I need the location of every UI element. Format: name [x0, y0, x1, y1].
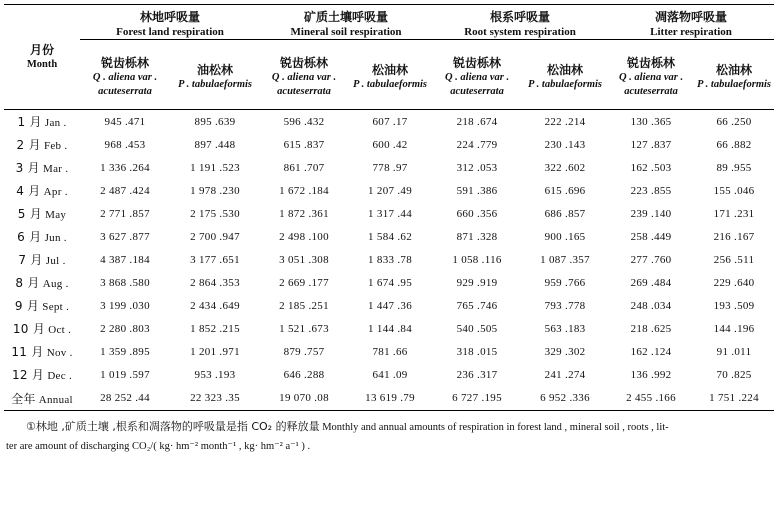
month-zh: 12 月	[11, 368, 45, 382]
value-cell: 897 .448	[194, 138, 236, 151]
value-cell: 1 852 .215	[190, 322, 240, 335]
species-subheader-zh: 松油林	[372, 62, 409, 77]
value-cell: 3 627 .877	[100, 230, 150, 243]
value-cell: 318 .015	[456, 345, 498, 358]
group-header-en: Root system respiration	[464, 26, 576, 38]
value-cell: 3 177 .651	[190, 253, 240, 266]
value-cell: 1 672 .184	[279, 184, 329, 197]
month-cell	[4, 386, 80, 411]
species-subheader-zh: 松油林	[716, 62, 753, 77]
footnote-zh: ①林地 ,矿质土壤 ,根系和凋落物的呼吸量是指 CO₂ 的释放量	[26, 420, 320, 433]
value-cell: 686 .857	[544, 207, 586, 220]
species-subheader-zh: 松油林	[547, 62, 584, 77]
species-subheader	[694, 45, 774, 110]
species-subheader	[170, 45, 260, 110]
value-cell: 591 .386	[456, 184, 498, 197]
table-row	[4, 271, 774, 294]
species-subheader	[80, 45, 170, 110]
species-subheader	[260, 45, 348, 110]
value-cell: 615 .837	[283, 138, 325, 151]
month-en: Dec .	[47, 370, 73, 382]
value-cell: 1 447 .36	[368, 299, 412, 312]
table-row	[4, 133, 774, 156]
value-cell: 269 .484	[630, 276, 672, 289]
value-cell: 1 521 .673	[279, 322, 329, 335]
value-cell: 1 751 .224	[709, 392, 759, 404]
species-subheader-zh: 锐齿栎林	[280, 55, 329, 70]
value-cell: 277 .760	[630, 253, 672, 266]
footnote	[4, 417, 774, 456]
value-cell: 660 .356	[456, 207, 498, 220]
month-en: Jul .	[45, 255, 66, 267]
species-subheader-latin-variety: acuteserrata	[98, 85, 152, 97]
month-zh: 10 月	[12, 322, 46, 336]
species-subheader-latin: Q . aliena var .	[92, 71, 158, 83]
value-cell: 1 359 .895	[100, 345, 150, 358]
month-zh: 3 月	[15, 161, 40, 175]
value-cell: 2 669 .177	[279, 276, 329, 289]
value-cell: 895 .639	[194, 115, 236, 128]
month-cell	[4, 202, 80, 225]
species-subheader-latin: P . tabulaeformis	[528, 78, 603, 90]
month-en: Feb .	[43, 140, 68, 152]
value-cell: 19 070 .08	[279, 392, 329, 404]
value-cell: 793 .778	[544, 299, 586, 312]
value-cell: 2 434 .649	[190, 299, 240, 312]
value-cell: 136 .992	[630, 368, 672, 381]
species-subheader-latin: P . tabulaeformis	[697, 78, 772, 90]
value-cell: 1 191 .523	[190, 161, 240, 174]
value-cell: 322 .602	[544, 161, 586, 174]
month-cell	[4, 363, 80, 386]
month-cell	[4, 271, 80, 294]
species-subheader	[432, 45, 522, 110]
month-en: Annual	[38, 393, 73, 406]
value-cell: 4 387 .184	[100, 253, 150, 266]
month-header	[4, 5, 80, 110]
value-cell: 22 323 .35	[190, 392, 240, 404]
month-cell	[4, 340, 80, 363]
value-cell: 1 058 .116	[452, 253, 502, 266]
species-subheader-zh: 油松林	[197, 62, 234, 77]
month-en: Sept .	[42, 301, 70, 313]
species-subheader-latin: P . tabulaeformis	[353, 78, 428, 90]
species-subheader-latin: Q . aliena var .	[271, 71, 337, 83]
table-row	[4, 363, 774, 386]
month-en: Apr .	[43, 186, 68, 198]
value-cell: 256 .511	[713, 253, 755, 266]
value-cell: 66 .882	[716, 138, 752, 151]
group-header-zh: 林地呼吸量	[140, 10, 201, 24]
value-cell: 563 .183	[544, 322, 586, 335]
month-cell	[4, 110, 80, 134]
value-cell: 6 727 .195	[452, 392, 502, 404]
value-cell: 871 .328	[456, 230, 498, 243]
value-cell: 1 019 .597	[100, 368, 150, 381]
month-cell	[4, 248, 80, 271]
group-header-root	[432, 5, 608, 46]
table-row	[4, 179, 774, 202]
month-zh: 6 月	[17, 230, 42, 244]
value-cell: 66 .250	[716, 115, 752, 128]
value-cell: 540 .505	[456, 322, 498, 335]
value-cell: 945 .471	[104, 115, 146, 128]
species-subheader	[608, 45, 694, 110]
group-header-en: Mineral soil respiration	[290, 26, 402, 38]
group-header-litter	[608, 5, 774, 46]
value-cell: 900 .165	[544, 230, 586, 243]
month-zh: 8 月	[15, 276, 40, 290]
value-cell: 861 .707	[283, 161, 325, 174]
value-cell: 229 .640	[713, 276, 755, 289]
month-cell	[4, 156, 80, 179]
group-header-en: Forest land respiration	[116, 26, 224, 38]
value-cell: 2 487 .424	[100, 184, 150, 197]
value-cell: 596 .432	[283, 115, 325, 128]
value-cell: 968 .453	[104, 138, 146, 151]
month-zh: 7 月	[18, 253, 43, 267]
group-header-zh: 根系呼吸量	[490, 10, 551, 24]
value-cell: 312 .053	[456, 161, 498, 174]
species-subheader-latin: Q . aliena var .	[444, 71, 510, 83]
species-subheader-zh: 锐齿栎林	[627, 55, 676, 70]
subheader-row	[4, 45, 774, 110]
species-subheader-latin-variety: acuteserrata	[277, 85, 331, 97]
value-cell: 28 252 .44	[100, 392, 150, 404]
value-cell: 162 .124	[630, 345, 672, 358]
value-cell: 248 .034	[630, 299, 672, 312]
table-row	[4, 225, 774, 248]
value-cell: 2 175 .530	[190, 207, 240, 220]
value-cell: 2 185 .251	[279, 299, 329, 312]
value-cell: 1 317 .44	[368, 207, 412, 220]
value-cell: 929 .919	[456, 276, 498, 289]
value-cell: 218 .625	[630, 322, 672, 335]
table-row	[4, 248, 774, 271]
value-cell: 1 087 .357	[540, 253, 590, 266]
month-cell	[4, 179, 80, 202]
month-cell	[4, 133, 80, 156]
table-row	[4, 317, 774, 340]
month-zh: 11 月	[11, 345, 44, 359]
value-cell: 329 .302	[544, 345, 586, 358]
value-cell: 1 674 .95	[368, 276, 412, 289]
value-cell: 646 .288	[283, 368, 325, 381]
value-cell: 3 051 .308	[279, 253, 329, 266]
value-cell: 258 .449	[630, 230, 672, 243]
month-cell	[4, 225, 80, 248]
value-cell: 3 868 .580	[100, 276, 150, 289]
footnote-line-2: ter are amount of discharging CO₂/( kg· hm⁻² month⁻¹ , kg· hm⁻² a⁻¹ ) .	[6, 441, 311, 452]
value-cell: 130 .365	[630, 115, 672, 128]
table-row	[4, 110, 774, 134]
month-en: Jun .	[44, 232, 67, 244]
value-cell: 2 771 .857	[100, 207, 150, 220]
value-cell: 2 498 .100	[279, 230, 329, 243]
value-cell: 223 .855	[630, 184, 672, 197]
respiration-table	[4, 4, 774, 411]
value-cell: 1 207 .49	[368, 184, 412, 197]
value-cell: 879 .757	[283, 345, 325, 358]
species-subheader-zh: 锐齿栎林	[100, 55, 149, 70]
value-cell: 1 584 .62	[368, 230, 412, 243]
month-cell	[4, 294, 80, 317]
month-en: Nov .	[46, 347, 73, 359]
month-zh: 2 月	[16, 138, 41, 152]
species-subheader-latin-variety: acuteserrata	[624, 85, 678, 97]
value-cell: 641 .09	[372, 368, 408, 381]
month-zh: 5 月	[17, 207, 43, 221]
value-cell: 222 .214	[544, 115, 586, 128]
respiration-table-page	[4, 4, 774, 456]
value-cell: 1 872 .361	[279, 207, 329, 220]
value-cell: 171 .231	[713, 207, 755, 220]
value-cell: 2 455 .166	[626, 392, 676, 404]
table-body	[4, 110, 774, 411]
month-en: Aug .	[42, 278, 69, 290]
value-cell: 1 833 .78	[368, 253, 412, 266]
month-zh: 9 月	[14, 299, 40, 313]
month-en: Mar .	[43, 163, 69, 175]
table-row	[4, 202, 774, 225]
month-header-en: Month	[26, 58, 58, 70]
month-en: Oct .	[48, 324, 72, 336]
value-cell: 1 336 .264	[100, 161, 150, 174]
value-cell: 778 .97	[372, 161, 408, 174]
month-en: May	[45, 209, 67, 221]
month-en: Jan .	[44, 117, 67, 129]
value-cell: 230 .143	[544, 138, 586, 151]
value-cell: 2 864 .353	[190, 276, 240, 289]
value-cell: 3 199 .030	[100, 299, 150, 312]
month-zh: 全年	[11, 391, 36, 406]
group-header-mineral-soil	[260, 5, 432, 46]
value-cell: 241 .274	[544, 368, 586, 381]
value-cell: 218 .674	[456, 115, 498, 128]
species-subheader-latin-variety: acuteserrata	[450, 85, 504, 97]
month-zh: 1 月	[17, 115, 42, 129]
value-cell: 607 .17	[372, 115, 408, 128]
month-cell	[4, 317, 80, 340]
value-cell: 781 .66	[372, 345, 408, 358]
value-cell: 1 201 .971	[190, 345, 240, 358]
table-row	[4, 294, 774, 317]
species-subheader-latin: Q . aliena var .	[618, 71, 684, 83]
table-row	[4, 386, 774, 411]
value-cell: 953 .193	[194, 368, 236, 381]
value-cell: 615 .696	[544, 184, 586, 197]
value-cell: 959 .766	[544, 276, 586, 289]
value-cell: 91 .011	[716, 345, 752, 358]
value-cell: 765 .746	[456, 299, 498, 312]
group-header-zh: 凋落物呼吸量	[655, 10, 728, 24]
value-cell: 6 952 .336	[540, 392, 590, 404]
species-subheader-zh: 锐齿栎林	[453, 55, 502, 70]
species-subheader	[348, 45, 432, 110]
value-cell: 70 .825	[716, 368, 752, 381]
value-cell: 193 .509	[713, 299, 755, 312]
group-header-zh: 矿质土壤呼吸量	[304, 10, 389, 24]
month-header-zh: 月份	[29, 42, 54, 57]
value-cell: 13 619 .79	[365, 392, 415, 404]
footnote-line-1	[6, 417, 774, 437]
value-cell: 236 .317	[456, 368, 498, 381]
species-subheader	[522, 45, 608, 110]
value-cell: 127 .837	[630, 138, 672, 151]
value-cell: 89 .955	[716, 161, 752, 174]
footnote-en-line-1: Monthly and annual amounts of respiration in forest land , mineral soil , roots , lit-	[322, 422, 669, 433]
value-cell: 2 700 .947	[190, 230, 240, 243]
table-row	[4, 340, 774, 363]
value-cell: 155 .046	[713, 184, 755, 197]
group-header-forest	[80, 5, 260, 46]
value-cell: 1 144 .84	[368, 322, 412, 335]
value-cell: 600 .42	[372, 138, 408, 151]
group-header-en: Litter respiration	[650, 26, 732, 38]
value-cell: 239 .140	[630, 207, 672, 220]
table-row	[4, 156, 774, 179]
month-zh: 4 月	[16, 184, 41, 198]
value-cell: 144 .196	[713, 322, 755, 335]
value-cell: 224 .779	[456, 138, 498, 151]
species-subheader-latin: P . tabulaeformis	[178, 78, 252, 90]
value-cell: 162 .503	[630, 161, 672, 174]
value-cell: 1 978 .230	[190, 184, 240, 197]
value-cell: 2 280 .803	[100, 322, 150, 335]
value-cell: 216 .167	[713, 230, 755, 243]
